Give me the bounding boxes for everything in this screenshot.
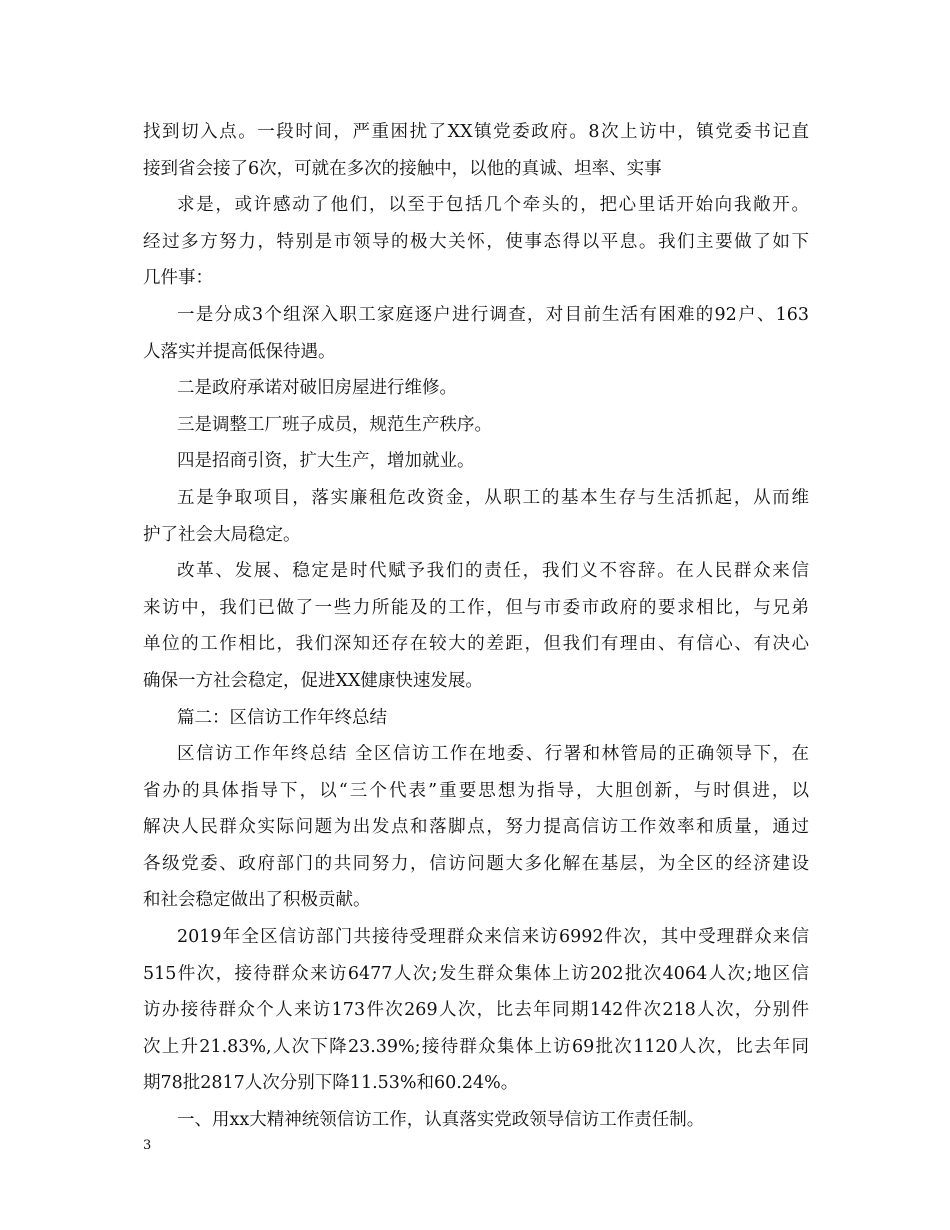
- text-line: 经过多方努力，特别是市领导的极大关怀，使事态得以平息。我们主要做了如下: [143, 231, 809, 252]
- text-line: 篇二：区信访工作年终总结: [177, 707, 387, 728]
- text-line: 二是政府承诺对破旧房屋进行维修。: [177, 378, 457, 399]
- text-line: 单位的工作相比，我们深知还存在较大的差距，但我们有理由、有信心、有决心: [143, 634, 809, 655]
- text-line: 2019年全区信访部门共接待受理群众来信来访6992件次，其中受理群众来信: [177, 927, 809, 948]
- text-line: 期78批2817人次分别下降11.53%和60.24%。: [143, 1073, 519, 1094]
- text-line: 护了社会大局稳定。: [143, 524, 301, 545]
- text-line: 五是争取项目，落实廉租危改资金，从职工的基本生存与生活抓起，从而维: [177, 487, 809, 508]
- text-line: 一是分成3个组深入职工家庭逐户进行调查，对目前生活有困难的92户、163: [177, 304, 809, 325]
- page-number: 3: [143, 1138, 152, 1153]
- text-line: 各级党委、政府部门的共同努力，信访问题大多化解在基层，为全区的经济建设: [143, 853, 809, 874]
- text-line: 人落实并提高低保待遇。: [143, 341, 336, 362]
- text-line: 解决人民群众实际问题为出发点和落脚点，努力提高信访工作效率和质量，通过: [143, 817, 809, 838]
- text-line: 四是招商引资，扩大生产，增加就业。: [177, 451, 475, 472]
- body-text: [143, 114, 809, 1139]
- text-line: 找到切入点。一段时间，严重困扰了XX镇党委政府。8次上访中，镇党委书记直: [143, 122, 809, 142]
- text-line: 改革、发展、稳定是时代赋予我们的责任，我们义不容辞。在人民群众来信: [177, 561, 809, 582]
- text-line: 求是，或许感动了他们，以至于包括几个牵头的，把心里话开始向我敞开。: [177, 195, 809, 216]
- text-line: 区信访工作年终总结 全区信访工作在地委、行署和林管局的正确领导下，在: [177, 744, 809, 765]
- text-line: 三是调整工厂班子成员，规范生产秩序。: [177, 414, 492, 435]
- text-line: 一、用xx大精神统领信访工作，认真落实党政领导信访工作责任制。: [177, 1110, 705, 1131]
- text-line: 几件事：: [143, 268, 213, 289]
- text-line: 访办接待群众个人来访173件次269人次，比去年同期142件次218人次，分别件: [143, 1000, 809, 1021]
- text-line: 和社会稳定做出了积极贡献。: [143, 890, 371, 911]
- text-line: 来访中，我们已做了一些力所能及的工作，但与市委市政府的要求相比，与兄弟: [143, 597, 809, 618]
- text-line: 省办的具体指导下，以“三个代表”重要思想为指导，大胆创新，与时俱进，以: [143, 780, 809, 801]
- text-line: 接到省会接了6次，可就在多次的接触中，以他的真诚、坦率、实事: [143, 158, 662, 179]
- text-line: 515件次，接待群众来访6477人次;发生群众集体上访202批次4064人次;地区信: [143, 963, 809, 984]
- text-line: 次上升21.83%,人次下降23.39%;接待群众集体上访69批次1120人次，比去年同: [143, 1036, 809, 1057]
- text-line: 确保一方社会稳定，促进XX健康快速发展。: [143, 670, 483, 691]
